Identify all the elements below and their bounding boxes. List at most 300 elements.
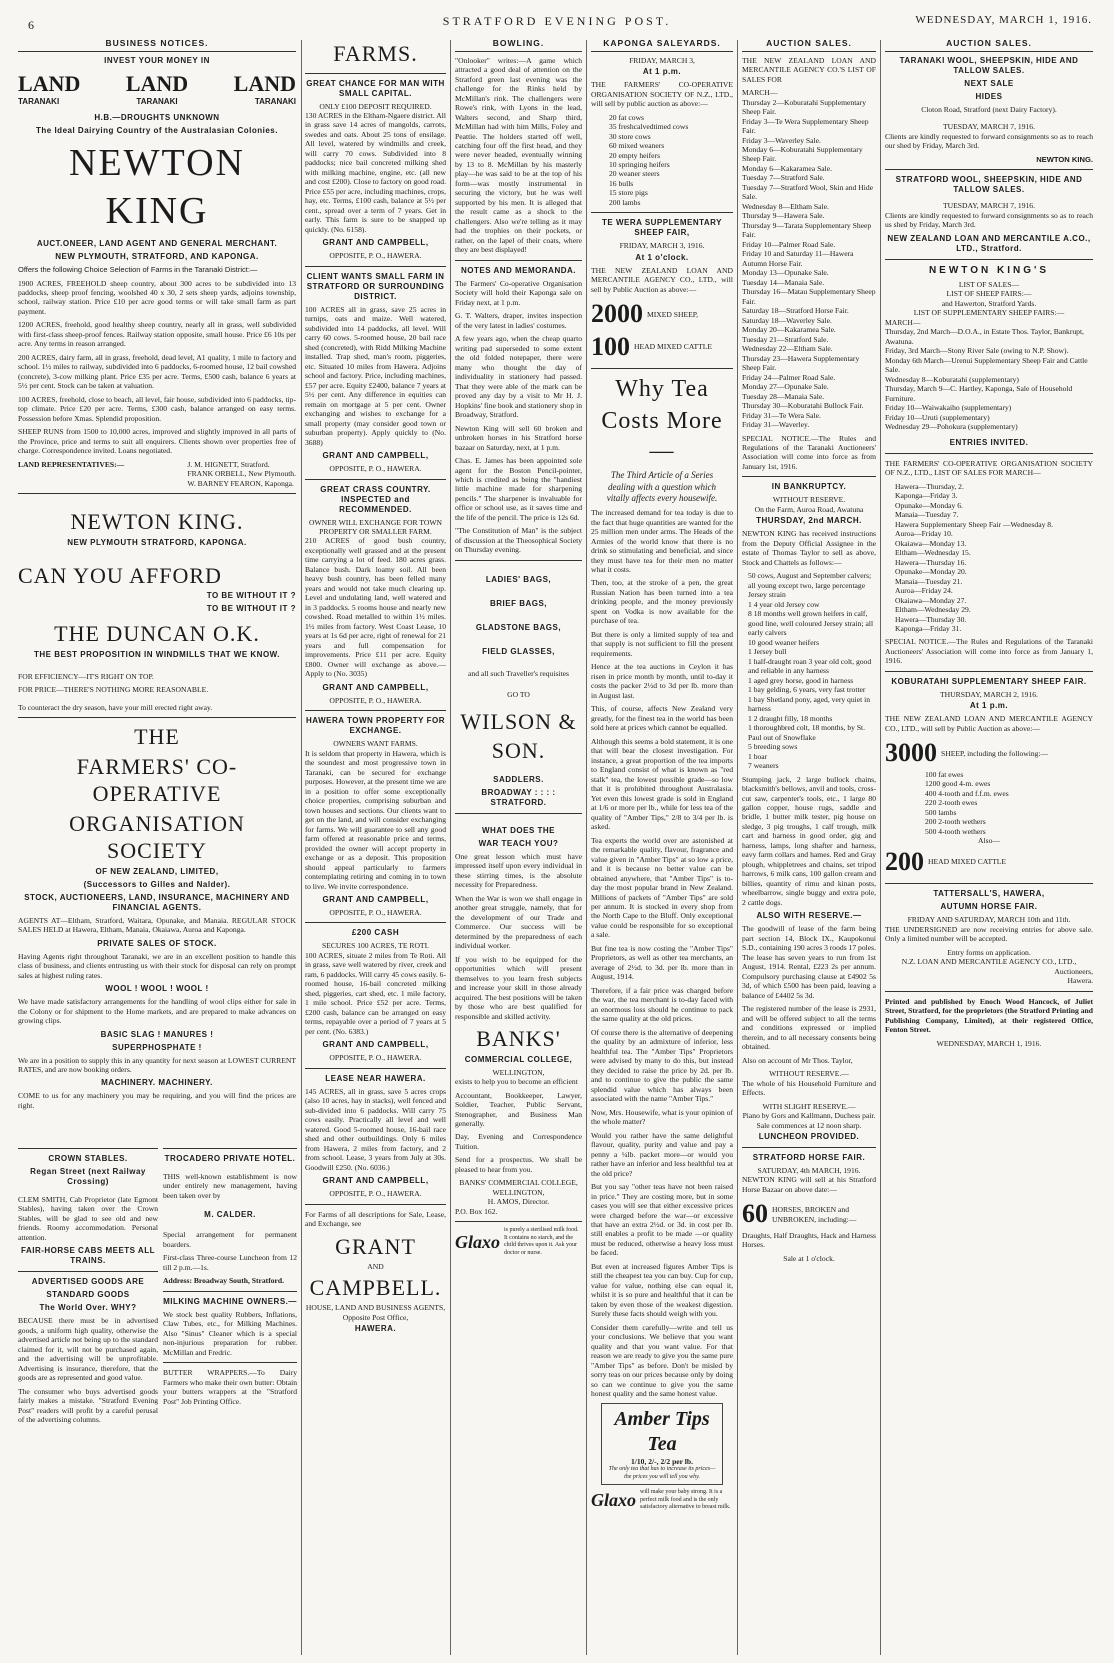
list-item: Friday 31—Te Wera Sale. [742, 410, 821, 420]
nk-sales-list [885, 327, 1093, 431]
kob-time: At 1 p.m. [969, 701, 1009, 711]
wool-sales-heading: TARANAKI WOOL, SHEEPSKIN, HIDE AND TALLOW SALES. [899, 55, 1079, 75]
march-label: MARCH— [742, 88, 778, 98]
list-item: 15 store pigs [609, 188, 648, 198]
agent-address: OPPOSITE, P. O., HAWERA. [329, 695, 422, 705]
also-heading: ALSO WITH RESERVE.— [756, 911, 862, 921]
amber-tips-ad [601, 1403, 723, 1485]
list-item: Thursday 16—Matau Supplementary Sheep Fair. [742, 287, 876, 306]
tea-text: Then, too, at the stroke of a pen, the great Russian Nation has been turned into a tea drinking people, and the money previously spent on Vodka is now available for the purchase of tea. [591, 578, 733, 626]
page-number: 6 [28, 18, 34, 32]
column-divider [737, 40, 738, 1655]
agent-signature: GRANT AND CAMPBELL, [322, 451, 429, 461]
nzl-intro: THE NEW ZEALAND LOAN AND MERCANTILE AGENCY CO., LTD., will sell by Public Auction as above:— [885, 714, 1093, 733]
column-auction-sales [742, 38, 876, 1658]
clients-text: Clients are kindly requested to forward consignments so as to reach us shed by Friday, March 3rd. [885, 210, 1093, 230]
horsefair-date: SATURDAY, 4th MARCH, 1916. [757, 1166, 861, 1175]
list-item: Friday, 3rd March—Stony River Sale (owing to N.P. Show). [885, 346, 1069, 356]
price-line: FOR PRICE—THERE'S NOTHING MORE REASONABLE. [18, 685, 209, 695]
milk-text: We stock best quality Rubbers, Inflations, Claw Tubes, etc., for Milking Machines. Also "Sinus" Cleaner which is a special non-injurious preparation for rubber. McMillan and Fredric. [163, 1309, 297, 1357]
farm-listing: SHEEP RUNS from 1500 to 10,000 acres, improved and slightly improved in all parts of the Province, price and terms to suit all enquirers. Clients shown over properties free of charge. Correspondence invited. Loans negotiated. [18, 427, 296, 456]
wool-heading: WOOL ! WOOL ! WOOL ! [105, 984, 209, 994]
land-word: LAND [18, 70, 81, 96]
list-item: Tuesday 7—Stratford Wool, Skin and Hide Sale. [742, 182, 874, 202]
list-item: 200 2-tooth wethers [925, 817, 986, 827]
under-text: THE UNDERSIGNED are now receiving entries for above sale. Only a limited number will be accepted. [885, 924, 1093, 944]
farms-heading: GREAT CRASS COUNTRY. INSPECTED and RECOMMENDED. [320, 484, 431, 514]
tea-text: But fine tea is now costing the "Amber Tips" Proprietors, as well as other tea merchants, an average of 2½d. to 3d. per lb. more than in August, 1914. [591, 943, 733, 982]
list-item: Manaia—Tuesday 7. [895, 510, 959, 520]
troc-text: THIS well-known establishment is now under entirely new management, having been taken over by [163, 1172, 297, 1200]
without-line: TO BE WITHOUT IT ? [206, 591, 296, 601]
big-number-label: MIXED SHEEP, [647, 309, 699, 319]
list-item: Hawera—Thursday 16. [895, 557, 967, 567]
land-row [18, 70, 296, 98]
list-item: Manaia—Tuesday 21. [895, 576, 963, 586]
tea-heading: Why Tea [615, 376, 709, 403]
son-heading: SON. [491, 738, 546, 764]
list-item: Friday 31—Waverley. [742, 420, 810, 430]
list-item: Friday 10—Uruti (supplementary) [885, 412, 990, 422]
list-item: Tuesday 21—Stratford Sale. [742, 334, 829, 344]
column-kaponga [591, 38, 733, 1658]
banks-text: Send for a prospectus. We shall be pleased to hear from you. [455, 1155, 582, 1174]
bags-item: GLADSTONE BAGS, [475, 622, 562, 632]
autumn-heading: AUTUMN HORSE FAIR. [940, 902, 1038, 912]
farm-listing: 1200 ACRES, freehold, good healthy sheep country, nearly all in grass, well subdivided with first-class sheep-proof fences. Railway station opposite, small house. Price £6 10s per acre. Any terms in reason arranged. [18, 320, 296, 349]
list-item: 8 18 months well grown heifers in calf, good line, well coloured Jersey strain; all early calvers [748, 609, 874, 638]
invest-heading: INVEST YOUR MONEY IN [104, 55, 210, 65]
amos-line: H. AMOS, Director. [487, 1197, 550, 1207]
agent-address: OPPOSITE, P. O., HAWERA. [329, 1053, 422, 1063]
rep-name: J. M. HIGNETT, Stratford. [187, 459, 270, 469]
banks-text: Accountant, Bookkeeper, Lawyer, Soldier, Teacher, Public Servant, Stenographer, and Business Man generally. [455, 1090, 582, 1128]
tea-subtitle: The Third Article of a Series dealing with a question which vitally affects every housewife. [606, 470, 718, 503]
adv-text: BECAUSE there must be in advertised goods, a uniform high quality, otherwise the advertised article not being up to the standard claimed for it, will not be purchased again, and the advertising will be unprofitable. Advertising is insurance, therefore, that the goods are as represented and good value. [18, 1316, 158, 1383]
imprint-date: WEDNESDAY, MARCH 1, 1916. [936, 1038, 1042, 1048]
next-sale: NEXT SALE [964, 78, 1014, 88]
amber-tips-note: The only tea that has to increase its prices—the prices you will tell you why. [608, 1466, 716, 1480]
agent-address: OPPOSITE, P. O., HAWERA. [329, 907, 422, 917]
list-item: Saturday 18—Stratford Horse Fair. [742, 306, 849, 316]
list-item: 10 good weaner heifers [748, 637, 820, 647]
farm-listing: 100 ACRES all in grass, save 25 acres in turnips, oats and maize. Well watered, subdivided into 14 paddocks, all level. Will carry 60 cows. 5-roomed house, 20 bail race shed (concreted), with Ridd Milking Machine installed. Trap shed, man's room, piggeries, etc. Situated 10 miles from Hawera. Adjoins school and factory. Price, including machines, £57 per acre. Equity £2400, balance 7 years at 5½ per cent. Any difference in equities can remain on mortgage at 5 per cent. Owner exchanging and wishes to exchange for a small property (may consider good town or suburban property). Apply quickly to (No. 3688) [305, 304, 446, 447]
tea-text: Would you rather have the same delightful flavour, quality, purity and value and pay a penny a ¼lb. packet more—or would you rather have an inferior and less healthful tea at the old price? [591, 1130, 733, 1178]
nk-sell: NEWTON KING will sell at his Stratford Horse Bazaar on above date:— [742, 1175, 876, 1194]
list-item: Saturday 18—Waverley Sale. [742, 315, 832, 325]
list-item: Wednesday 8—Koburatahi (supplementary) [885, 374, 1019, 384]
taranaki-word: TARANAKI [254, 97, 296, 107]
list-item: Eltham—Wednesday 29. [895, 605, 971, 615]
list-item: Thursday 9—Hawera Sale. [742, 211, 825, 221]
list-item: Eltham—Wednesday 15. [895, 548, 971, 558]
frisat-line: FRIDAY AND SATURDAY, MARCH 10th and 11th. [907, 915, 1071, 925]
kaponga-date: FRIDAY, MARCH 3, [629, 55, 695, 65]
list-item: 30 store cows [609, 131, 651, 141]
offers-line: Offers the following Choice Selection of Farms in the Taranaki District:— [18, 265, 258, 275]
fcos-title: ORGANISATION SOCIETY [69, 810, 245, 864]
list-item: 1 Jersey bull [748, 647, 787, 657]
adv-heading: STANDARD GOODS [46, 1290, 130, 1300]
list-item: Thursday 9—Tarata Supplementary Sheep Fair. [742, 220, 872, 240]
list-item: Thursday, 2nd March—D.O.A., in Estate Thos. Taylor, Bankrupt, Awatuna. [885, 327, 1084, 346]
troc-text: Special arrangement for permanent boarders. [163, 1230, 297, 1249]
bowling-title: BOWLING. [455, 38, 582, 52]
cattle-count [591, 331, 733, 364]
list-item: Thursday 30—Koburatahi Bullock Fair. [742, 401, 864, 411]
hawera-line: HAWERA. [354, 1324, 397, 1334]
list-item: 220 2-tooth ewes [925, 798, 978, 808]
places-line: NEW PLYMOUTH, STRATFORD, AND KAPONGA. [55, 252, 259, 262]
list-item: 20 fat cows [609, 112, 645, 122]
sheep-count [591, 298, 733, 331]
list-item: 1 4 year old Jersey cow [748, 599, 820, 609]
bowling-text: "Onlooker" writes:—A game which attracted a good deal of attention on the Stratford green last evening was the challenge for the Rinks held by McMillan's rink. The challengers were Rowe's rink, with Lyons in the lead, Walters second, and Sharp third, McMillan had with him Mills, Foley and Peattie. The holders started off well, catching four off the first head, and they were never headed, eventually winning by 13 to 8. McMillan by his masterly play—he was said to be at the top of his form—was mostly instrumental in securing the victory, but he was well supported by his men. It is alleged that the result came as a shock to the challengers. Also we're telling as it may had the trophies on their pockets, or rather, on the lapel of their coats, where they are best displayed! [455, 55, 582, 255]
list-item: Thursday 23—Hawera Supplementary Sheep Fair. [742, 353, 860, 373]
list-item: 1 2 draught filly, 18 months [748, 713, 833, 723]
fcos-successors: (Successors to Gilles and Nalder). [83, 879, 231, 889]
list-item: Kaponga—Friday 3. [895, 491, 958, 501]
list-item: Monday 6—Koburatahi Supplementary Sheep Fair. [742, 144, 863, 164]
column-divider [301, 40, 302, 1655]
list-item: Hawera—Thursday, 2. [895, 481, 964, 491]
list-item: Monday 20—Kakaramea Sale. [742, 325, 836, 335]
banks-text: exists to help you to become an efficient [455, 1077, 578, 1087]
printed-imprint: Printed and published by Enoch Wood Hancock, of Juliet Street, Stratford, for the proprietors (the Stratford Printing and Publishing Company, Limited), at their registered Office, Fenton Street. [885, 996, 1093, 1035]
list-item: Tuesday 7—Stratford Sale. [742, 173, 825, 183]
masthead [0, 0, 1114, 38]
farms-heading: HAWERA TOWN PROPERTY FOR EXCHANGE. [306, 716, 445, 736]
rep-name: FRANK ORBELL, New Plymouth. [187, 469, 296, 479]
list-item: 16 bulls [609, 178, 634, 188]
list-item: Okaiawa—Monday 27. [895, 595, 967, 605]
ideal-line: The Ideal Dairying Country of the Australasian Colonies. [36, 126, 278, 136]
pobox-line: P.O. Box 162. [455, 1206, 498, 1216]
tues-line: TUESDAY, MARCH 7, 1916. [943, 201, 1035, 211]
household-text: The whole of his Household Furniture and Effects. [742, 1078, 876, 1098]
also-line: Also— [978, 836, 1000, 846]
list-item: Friday 3—Te Wera Supplementary Sheep Fair. [742, 116, 869, 136]
list-heading: LIST OF SHEEP FAIRS:— [946, 289, 1032, 299]
auction-title: AUCTION SALES. [742, 38, 876, 52]
fcos-subtitle: OF NEW ZEALAND, LIMITED, [95, 866, 219, 876]
commence-line: Sale commences at 12 noon sharp. [756, 1120, 862, 1130]
list-item: Hawera Supplementary Sheep Fair —Wednesday 8. [895, 519, 1053, 529]
hides-line: HIDES [975, 91, 1003, 101]
amber-tips-logo: Amber Tips Tea [614, 1407, 710, 1455]
adv-heading: The World Over. WHY? [39, 1303, 137, 1313]
agent-signature: GRANT AND CAMPBELL, [322, 682, 429, 692]
private-text: Having Agents right throughout Taranaki, we are in an excellent position to handle this class of business, and clients entrusting us with their stock for disposal can rely on prompt sales at highest ruling rates. [18, 951, 296, 980]
list-item: Monday 13—Opunake Sale. [742, 268, 829, 278]
farms-heading: GREAT CHANCE FOR MAN WITH SMALL CAPITAL. [306, 78, 445, 98]
list-item: Hawera—Thursday 30. [895, 614, 967, 624]
and-word: AND [367, 1262, 384, 1272]
agent-signature: GRANT AND CAMPBELL, [322, 238, 429, 248]
list-heading: LIST OF SUPPLEMENTARY SHEEP FAIRS:— [913, 308, 1065, 318]
opposite-line: Opposite Post Office, [342, 1312, 409, 1322]
taranaki-word: TARANAKI [18, 97, 60, 107]
list-item: 500 4-tooth wethers [925, 826, 986, 836]
list-item: 1 thoroughbred colt, 18 months, by St. Paul out of Snowflake [748, 723, 866, 742]
big-number: 100 [591, 331, 630, 361]
list-item: 7 weaners [748, 761, 779, 771]
auction-list [742, 98, 876, 430]
list-item: 1 bay Shetland pony, aged, very quiet in harness [748, 694, 871, 714]
taranaki-word: TARANAKI [136, 97, 178, 107]
nk-list-heading: NEWTON KING'S [928, 264, 1050, 276]
list-item: Friday 10—Palmer Road Sale. [742, 239, 836, 249]
troc-address: Address: Broadway South, Stratford. [163, 1276, 285, 1286]
farms-heading: £200 CASH [351, 928, 400, 938]
troc-title: TROCADERO PRIVATE HOTEL. [164, 1154, 296, 1163]
farm-listing: 100 ACRES, freehold, close to beach, all level, fair house, subdivided into 6 paddocks, tip-top climate. Price £20 per acre. Terms, £300 cash, balance arranged on easy terms. Possession before Xmas. Splendid proposition. [18, 394, 296, 423]
list-item: Opunake—Monday 6. [895, 500, 963, 510]
fcos-title: FARMERS' CO-OPERATIVE [76, 753, 238, 807]
farm-listing: 1900 ACRES, FREEHOLD sheep country, about 300 acres to be subdivided into 13 paddocks, sheep proof fencing, woolshed 40 x 30, 2 sets sheep yards, adjoins township, school, railway station. Price £10 per acre good terms or will take small farm as part payment. [18, 278, 296, 316]
big-number: 2000 [591, 299, 643, 329]
places-line: NEW PLYMOUTH STRATFORD, KAPONGA. [67, 537, 247, 547]
note-text: "The Constitution of Man" is the subject of discussion at the Theosophical Society on Thursday evening. [455, 526, 582, 555]
tea-text: Tea experts the world over are astonished at the remarkable quality, flavour, fragrance and value given in "Amber Tips" at so low a price, and it is because no better value can be obtained anywhere, that "Amber Tips" is to-day the most popular brand in New Zealand. Millions of packets of "Amber Tips" are sold per annum. It is stocked in every shop from the North Cape to the Bluff. Only exceptional value could be responsible for so exceptional a sale. [591, 835, 733, 940]
tea-text: Hence at the tea auctions in Ceylon it has risen in price month by month, until to-day it costs the packer 2½d to 3d per lb. more than in August last. [591, 662, 733, 700]
note-text: The Farmers' Co-operative Organisation Society will hold their Kaponga sale on Friday next, at 1 p.m. [455, 278, 582, 307]
broadway-line: BROADWAY : : : : STRATFORD. [481, 787, 556, 807]
banks-text: Day, Evening and Correspondence Tuition. [455, 1132, 582, 1151]
glaxo-text: is purely a sterilised milk food. It contains no starch, and the child thrives upon it. Ask your doctor or nurse. [504, 1227, 579, 1256]
amber-tips-price: 1/10, 2/-, 2/2 per lb. [630, 1456, 694, 1466]
note-text: Newton King will sell 60 broken and unbroken horses in his Stratford horse bazaar on Saturday, next, at 1 p.m. [455, 423, 582, 452]
list-item: Tuesday 14—Manaia Sale. [742, 277, 825, 287]
list-item: Monday 6th March—Urenui Supplementary Sheep Fair and Cattle Sale. [885, 355, 1088, 375]
stock-list [742, 571, 876, 770]
tewera-date: FRIDAY, MARCH 3, 1916. [619, 241, 705, 251]
nzl-sig: NEW ZEALAND LOAN AND MERCANTILE A.CO., LTD., Stratford. [887, 233, 1091, 253]
list-item: 60 mixed weaners [609, 141, 665, 151]
goodwill-text: The goodwill of lease of the farm being part section 14, Block IX., Kaupokonui S.D., containing 190 acres 3 roods 17 poles. The lease has seven years to run from 1st August, 1914. Rental, £223 2s per annum. Compulsory purchasing clause at £4902 5s 3d, of which £500 has been paid, leaving a balance of £4402 5s 3d. [742, 924, 876, 1000]
tewera-time: At 1 o'clock. [635, 252, 689, 262]
list-item: Auroa—Friday 24. [895, 586, 953, 596]
glaxo-logo: Glaxo [455, 1232, 500, 1253]
sheep-list [885, 770, 1093, 836]
land-word: LAND [125, 70, 189, 96]
farms-subheading: ONLY £100 DEPOSIT REQUIRED. [319, 101, 432, 111]
list-item: 500 lambs [925, 807, 957, 817]
newton-king-title: NEWTON KING. [70, 509, 244, 535]
list-item: Friday 24—Palmer Road Sale. [742, 372, 836, 382]
farm-listing: It is seldom that property in Hawera, which is the soundest and most progressive town in Taranaki, can be secured for exchange purposes. However, at the present time we are in a position to offer some exceptionally choice properties, comprising suburban and town houses and sections. Our clients want to get on the land, and will consider exchanging for farms. We will guarantee to sell any good farm offered at reasonable price and terms, provided the owner will accept property in exchange or as a deposit. This proposition should appeal particularly to farmers contemplating retiring and coming in to town to live. We invite correspondence. [305, 748, 446, 891]
list-item: 1 bay gelding, 6 years, very fast trotter [748, 685, 866, 695]
land-representatives [18, 460, 296, 488]
super-text: We are in a position to supply this in any quantity for next season at LOWEST CURRENT RATES, and are now booking orders. [18, 1055, 296, 1074]
sheep-count [885, 737, 1093, 770]
kob-heading: KOBURATAHI SUPPLEMENTARY SHEEP FAIR. [891, 676, 1087, 686]
adv-heading: ADVERTISED GOODS ARE [31, 1277, 145, 1287]
taranaki-row [18, 97, 296, 107]
list-item: 200 lambs [609, 197, 641, 207]
cloton-line: Cloton Road, Stratford (next Dairy Factory). [921, 104, 1057, 114]
agent-signature: GRANT AND CAMPBELL, [322, 1040, 429, 1050]
campbell-heading: CAMPBELL. [309, 1274, 442, 1300]
column-bowling [455, 38, 582, 1658]
column-divider [880, 40, 881, 1655]
agent-address: OPPOSITE, P. O., HAWERA. [329, 464, 422, 474]
list-item: Friday 10 and Saturday 11—Hawera Autumn Horse Fair. [742, 249, 854, 268]
farms-heading: CLIENT WANTS SMALL FARM IN STRATFORD OR SURROUNDING DISTRICT. [306, 271, 445, 301]
list-item: Okaiawa—Monday 13. [895, 538, 967, 548]
auctioneer-line: AUCT.ONEER, LAND AGENT AND GENERAL MERCHANT. [36, 239, 278, 249]
saddlers-line: SADDLERS. [493, 774, 544, 784]
duncan-heading: THE DUNCAN O.K. [54, 621, 260, 647]
list-item: Wednesday 8—Eltham Sale. [742, 201, 829, 211]
auction-title: AUCTION SALES. [885, 38, 1093, 52]
farm-line: On the Farm, Auroa Road, Awatuna [754, 504, 864, 514]
private-heading: PRIVATE SALES OF STOCK. [97, 938, 217, 948]
tea-text: This, of course, affects New Zealand very greatly, for the finest tea in the world has been sold here at prices which cannot be equalled. [591, 704, 733, 733]
big-number-label: SHEEP, including the following:— [941, 748, 1049, 758]
list-item: 400 4-tooth and f.f.m. ewes [925, 788, 1009, 798]
agents-line: HOUSE, LAND AND BUSINESS AGENTS, [305, 1303, 446, 1313]
kaponga-intro: THE FARMERS' CO-OPERATIVE ORGANISATION SOCIETY OF N.Z., LTD., will sell by public auction as above:— [591, 80, 733, 109]
list-item: Friday 3—Waverley Sale. [742, 135, 821, 145]
bankruptcy-heading: IN BANKRUPTCY. [771, 482, 847, 492]
farms-title: FARMS. [333, 41, 418, 66]
big-number-label: HORSES, BROKEN and UNBROKEN, including:— [772, 1205, 857, 1224]
entries-line: ENTRIES INVITED. [949, 437, 1029, 447]
farms-subheading: OWNER WILL EXCHANGE FOR TOWN PROPERTY OR SMALLER FARM. [308, 517, 443, 536]
nk-instructions: NEWTON KING has received instructions from the Deputy Official Assignee in the estate of Thomas Taylor to sell as above, Stock and Chattels as follows:— [742, 529, 876, 567]
list-item: Thursday 2—Koburatahi Supplementary Sheep Fair. [742, 97, 867, 117]
big-number-label: HEAD MIXED CATTLE [634, 342, 713, 352]
list-item: 20 weaner steers [609, 169, 660, 179]
list-item: Monday 6—Kakaramea Sale. [742, 163, 833, 173]
tatt-heading: TATTERSALL'S, HAWERA, [933, 889, 1045, 899]
adv-text: The consumer who buys advertised goods fairly makes a mistake. "Stratford Evening Post" readers will profit by a careful perusal of the advertising columns. [18, 1386, 158, 1425]
crown-text: CLEM SMITH, Cab Proprietor (late Egmont Stables), having taken over the Crown Stables, will be glad to see old and new friends. Roomy accommodation. Personal attention. [18, 1195, 158, 1242]
butter-text: BUTTER WRAPPERS.—To Dairy Farmers who make their own butter: Obtain your butters wrappers at the "Stratford Post" Job Printing Office. [163, 1368, 297, 1406]
piano-line: Piano by Gors and Kallmann, Duchess pair. [742, 1111, 876, 1121]
best-line: THE BEST PROPOSITION IN WINDMILLS THAT WE KNOW. [33, 649, 280, 659]
column-auction-sales-2 [885, 38, 1093, 1658]
war-heading: WHAT DOES THE [481, 825, 555, 835]
note-text: Chas. E. James has been appointed sole agent for the Boston Pencil-pointer, which is credited as being the "handiest little machine made for sharpening pencils." The sharpener is invaluable for office or school use, as it saves time and the life of the pencil. The price is 12s 6d. [455, 456, 582, 522]
crown-address: Regan Street (next Railway Crossing) [30, 1167, 146, 1186]
list-item: 100 fat ewes [925, 769, 964, 779]
war-text: If you wish to be equipped for the opportunities which will present themselves to you learn fresh subjects and increase your skill in those already acquired. The best positions will be taken by those who are best qualified for responsible and skilled activity. [455, 954, 582, 1021]
fcos-list-intro: THE FARMERS' CO-OPERATIVE ORGANISATION SOCIETY OF N.Z., LTD., LIST OF SALES FOR MARCH— [885, 458, 1093, 478]
glaxo-ad [591, 1489, 733, 1512]
slight-reserve: WITH SLIGHT RESERVE.— [762, 1101, 856, 1111]
list-item: Friday 10—Waiwakaiho (supplementary) [885, 403, 1012, 413]
glaxo-ad [455, 1227, 582, 1257]
wilson-heading: WILSON & [460, 708, 577, 734]
tea-heading: Costs More— [601, 408, 723, 465]
wellington-line: WELLINGTON, [492, 1067, 545, 1077]
horse-count [742, 1198, 876, 1231]
list-heading: LIST OF SALES— [958, 280, 1020, 289]
counteract-line: To counteract the dry season, have your mill erected right away. [18, 702, 213, 712]
big-number-label: HEAD MIXED CATTLE [928, 857, 1007, 867]
list-item: Monday 27—Opunake Sale. [742, 382, 829, 392]
issue-date: WEDNESDAY, MARCH 1, 1916. [915, 14, 1092, 26]
column-business-notices [18, 38, 296, 1138]
list-item: 10 springing heifers [609, 159, 670, 169]
slag-heading: BASIC SLAG ! MANURES ! [100, 1029, 214, 1039]
bags-more: and all such Traveller's requisites [468, 668, 569, 678]
farms-heading: LEASE NEAR HAWERA. [325, 1073, 426, 1083]
tea-text: Of course there is the alternative of deepening the quality by an admixture of inferior, less healthful tea. The "Amber Tips" Proprietors were advised by many to do this, but instead they decided to raise the price by 2d. per lb. and to continue to give the public the same splendid value which has always been associated with the name "Amber Tips." [591, 1027, 733, 1104]
troc-text: First-class Three-course Luncheon from 12 till 2 p.m.—1s. [163, 1253, 297, 1272]
list-item: Auroa—Friday 10. [895, 529, 953, 539]
goodwill-text: Also on account of Mr Thos. Taylor, [742, 1055, 853, 1065]
kaponga-list [591, 113, 733, 208]
tea-text: But you say "other teas have not been raised in price." They are costing more, but in some cases you will see that either excessive prices were charged before the war—or excessive that have an extra 2½d. or 3d. in cost per lb. still enables a profit to be made —or quality must be reduced, otherwise a heavy loss must be faced. [591, 1182, 733, 1258]
column-farms [305, 38, 446, 1658]
farms-subheading: SECURES 100 ACRES, TE ROTI. [321, 941, 430, 951]
without-reserve: WITHOUT RESERVE.— [769, 1069, 849, 1079]
fcos-services: STOCK, AUCTIONEERS, LAND, INSURANCE, MACHINERY AND FINANCIAL AGENTS. [24, 892, 290, 912]
milk-title: MILKING MACHINE OWNERS.— [163, 1296, 297, 1306]
list-item: 35 freshcalvedtimed cows [609, 122, 689, 132]
reps-label: LAND REPRESENTATIVES:— [18, 459, 125, 469]
list-item: 20 empty heifers [609, 150, 661, 160]
list-item: Kaponga—Friday 31. [895, 623, 962, 633]
cattle-count [885, 846, 1093, 879]
agent-address: OPPOSITE, P. O., HAWERA. [329, 1189, 422, 1199]
glaxo-logo: Glaxo [591, 1490, 636, 1511]
tues-line: TUESDAY, MARCH 7, 1916. [943, 122, 1035, 132]
newspaper-title: STRATFORD EVENING POST. [442, 14, 672, 28]
glaxo-text: will make your baby strong. It is a perfect milk food and is the only satisfactory alternative to breast milk. [640, 1489, 731, 1511]
nzl-sig: N.Z. LOAN AND MERCANTILE AGENCY CO., LTD., [901, 957, 1077, 967]
tea-text: Therefore, if a fair price was charged before the war, the tea merchant is to-day faced with an enormous loss should he continue to pack the same quality at the old prices. [591, 985, 733, 1024]
list-item: Wednesday 22—Eltham Sale. [742, 344, 833, 354]
column-divider [586, 40, 587, 1655]
fcos-sales-list [885, 482, 1093, 634]
list-item: 50 cows, August and September calvers; all young except two, large percentage Jersey strain [748, 571, 872, 600]
notes-heading: NOTES AND MEMORANDA. [460, 265, 577, 275]
newton-king-heading: NEWTON KING [69, 142, 245, 232]
land-word: LAND [233, 70, 296, 96]
tea-text: Although this seems a bold statement, it is one that will bear the closest investigation. For instance, a great proportion of the tea imports to England consist of what is known as "red stalk" tea, the lowest possible grade—so low that it is prohibited throughout Australasia. Yet even this lowest grade is sold in England at 1/6 or more per lb., while for less tea of the quality of "Amber Tips," 2/8 to 3/4 per lb. is asked. [591, 736, 733, 832]
agent-address: OPPOSITE, P. O., HAWERA. [329, 251, 422, 261]
tea-text: Now, Mrs. Housewife, what is your opinion of the whole matter? [591, 1107, 733, 1127]
list-item: Opunake—Monday 20. [895, 567, 967, 577]
farm-listing: 145 ACRES, all in grass, save 5 acres crops (also 10 acres, hay in stacks), well fenced and sub-divided into 6 paddocks. Will carry 75 cows easily. Practically all level and well watered. Good 5-roomed house, 16-bail race shed and other outbuildings. Only 6 miles from Hawera, 2 miles from factory, and 2 from school. Lease, 3 years from July at 30s. Goodwill £250. (No. 6036.) [305, 1086, 446, 1172]
war-text: When the War is won we shall engage in another great struggle, namely, that for the development of our Trade and Commerce. Our success will be determined by the preparedness of each individual worker. [455, 893, 582, 951]
bags-item: FIELD GLASSES, [482, 646, 555, 656]
farm-listing: 130 ACRES in the Eltham-Ngaere district. All in grass save 14 acres of mangolds, carrots, swedes and oats. About 25 tons of ensilage. All level, watered by windmills and creek, will carry 70 cows. Subdivided into 8 paddocks; nice bail concreted milking shed with milking machine, engine, etc. (all new and cost £200). Close to factory on good road. Price £55 per acre, including machines, crops, hay, etc. Terms, £100 cash, balance at 5½ per cent., spread over a term of 7 years. Get in early. This farm is sure to be snapped up quickly. (No. 6158). [305, 110, 446, 234]
special-notice: SPECIAL NOTICE.—The Rules and Regulations of the Taranaki Auctioneers' Association will come into force as from January 1, 1916. [885, 637, 1093, 666]
march-label: MARCH— [885, 317, 921, 327]
tea-text: Consider them carefully—write and tell us your conclusions. We believe that you want quality and that you want value. For that reason we are ready to give you the same pure "Amber Tips" as before. Don't be misled by sorry teas on our prices because only by doing so can we continue to give you the same honest quality and the same honest value. [591, 1322, 733, 1399]
list-item: Thursday, March 9—C. Hartley, Kaponga, Sale of Household Furniture. [885, 384, 1073, 403]
tea-text: But even at increased figures Amber Tips is still the cheapest tea you can buy. Cup for cup, value for value, nothing else can equal it, whilst it is so pure and healthful that it can be taken by even those of the weakest digestion. Surely these facts should weigh with you. [591, 1261, 733, 1319]
sale-time: Sale at 1 o'clock. [783, 1253, 835, 1263]
note-text: A few years ago, when the cheap quarto writing pad superseded to some extent the old folded notepaper, there were many who thought the day of individuality in stationery had passed. That they were able of the mark can be proved any day by a visit to Mr H. J. Hopkins' fine book and stationery shop in Broadway, Stratford. [455, 334, 582, 420]
banks-sig: BANKS' COMMERCIAL COLLEGE, [459, 1178, 578, 1188]
auct-line: Auctioneers, [1054, 966, 1093, 976]
kaponga-time: At 1 p.m. [642, 67, 682, 77]
sfs-heading: STRATFORD WOOL, SHEEPSKIN, HIDE AND TALLOW SALES. [895, 175, 1083, 195]
droughts-line: H.B.—DROUGHTS UNKNOWN [94, 113, 220, 123]
fcos-the: THE [134, 724, 180, 750]
list-heading: and Hawerton, Stratford Yards. [941, 298, 1037, 308]
farm-listing: 210 ACRES of good bush country, exceptionally well grassed and at the present time carrying a lot of feed. 180 acres grass. Balance bush. Dark loamy soil. All been heavy bush country, has been felled many years and would not take much clearing up. Level and undulating land, well watered and in 3 paddocks. 5 rooms house and nearly new cowshed. Road metalled to within 1½ miles. 1½ miles from factory. West Coast Lease, 10 years at 1s 6d per acre, right of renewal for 21 years and full compensation for improvements. Price £11 per acre. Equity £800. Owner will exchange as above.— Apply to (No. 3035) [305, 536, 446, 679]
big-number: 3000 [885, 738, 937, 768]
war-text: One great lesson which must have impressed itself upon every individual in these stirring times, is the absolute necessity for Preparedness. [455, 851, 582, 890]
farms-subheading: OWNERS WANT FARMS. [333, 739, 418, 749]
